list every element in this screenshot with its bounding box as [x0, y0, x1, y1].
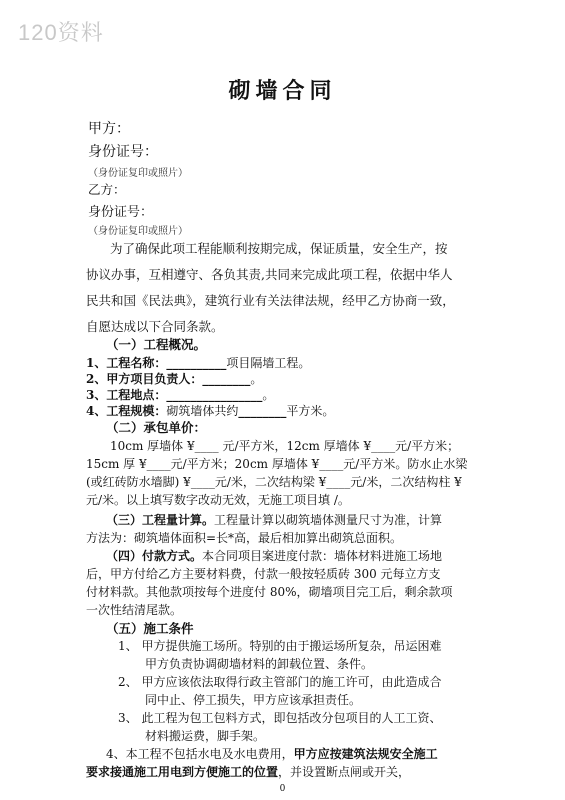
condition-4a — [106, 745, 438, 762]
section-1-item-2 — [86, 370, 262, 387]
section-3-heading: （三）工程量计算。 — [106, 513, 215, 527]
section-4-text-1: 本合同项目案进度付款：墙体材料进施工场地 — [202, 549, 443, 563]
condition-4a-bold: 甲方应按建筑法规安全施工 — [293, 747, 438, 761]
item-3-suffix: 。 — [262, 388, 275, 402]
condition-4b — [86, 763, 410, 780]
section-3-text-1: 工程量计算以砌筑墙体测量尺寸为准，计算 — [214, 513, 443, 527]
condition-4a-text: 4、本工程不包括水电及水电费用， — [106, 747, 294, 761]
item-1-suffix: 项目隔墙工程。 — [226, 356, 311, 370]
price-line-3: (或红砖防水墙脚) ¥____元/米，二次结构梁 ¥____元/米，二次结构柱 ¥ — [86, 475, 462, 489]
id-b-note: （身份证复印或照片） — [88, 226, 188, 237]
item-4-suffix: 平方米。 — [286, 404, 335, 418]
condition-4b-text: ，并设置断点闸或开关， — [278, 765, 411, 779]
id-a-label: 身份证号： — [88, 144, 158, 160]
condition-1b: 甲方负责协调砌墙材料的卸载位置、条件。 — [145, 657, 374, 671]
condition-2b: 同中止、停工损失，甲方应该承担责任。 — [145, 693, 362, 707]
item-4-label: 4、工程规模： — [86, 404, 167, 418]
section-1-item-4 — [86, 402, 334, 419]
section-4-line-4: 一次性结清尾款。 — [86, 603, 183, 617]
item-4-blank: ________ — [238, 404, 287, 418]
section-4-heading: （四）付款方式。 — [106, 549, 203, 563]
condition-2a: 2、 甲方应该依法取得行政主管部门的施工许可，由此造成合 — [118, 675, 442, 689]
id-a-note: （身份证复印或照片） — [88, 168, 188, 179]
price-line-1: 10cm 厚墙体 ¥____ 元/平方米，12cm 厚墙体 ¥____元/平方米； — [110, 439, 460, 453]
item-2-blank: ________ — [202, 372, 251, 386]
section-4-line-1 — [106, 547, 442, 564]
section-4-line-2: 后，甲方付给乙方主要材料费，付款一般按轻质砖 300 元每立方支 — [86, 567, 441, 581]
party-a-label: 甲方： — [88, 121, 130, 137]
section-1-item-3 — [86, 386, 274, 403]
item-3-blank: ________________ — [166, 388, 263, 402]
item-1-blank: __________ — [166, 356, 227, 370]
watermark: 120资料 — [18, 20, 104, 45]
section-2-heading: （二）承包单价： — [106, 420, 207, 435]
intro-line-3: 民共和国《民法典》，建筑行业有关法律法规，经甲乙方协商一致， — [86, 293, 455, 308]
price-line-4: 元/米。以上填写数字改动无效，无施工项目填 /。 — [86, 493, 350, 507]
section-5-heading: （五）施工条件 — [106, 621, 194, 636]
condition-4b-bold: 要求接通施工用电到方便施工的位置 — [86, 765, 279, 779]
item-2-suffix: 。 — [250, 372, 263, 386]
item-4-text: 砌筑墙体共约 — [166, 404, 239, 418]
condition-1a: 1、 甲方提供施工场所。特别的由于搬运场所复杂，吊运困难 — [118, 639, 442, 653]
price-line-2: 15cm 厚 ¥____元/平方米；20cm 厚墙体 ¥____元/平方米。防水止水梁 — [86, 457, 468, 471]
condition-3b: 材料搬运费，脚手架。 — [145, 729, 266, 743]
intro-line-2: 协议办事，互相遵守、各负其责,共同来完成此项工程，依据中华人 — [86, 267, 453, 282]
item-1-label: 1、工程名称： — [86, 356, 167, 370]
section-3-line-2: 方法为：砌筑墙体面积=长*高，最后相加算出砌筑总面积。 — [86, 531, 403, 545]
condition-3a: 3、 此工程为包工包料方式，即包括改分包项目的人工工资、 — [118, 711, 442, 725]
item-3-label: 3、工程地点： — [86, 388, 167, 402]
intro-line-1: 为了确保此项工程能顺利按期完成，保证质量，安全生产，按 — [110, 241, 448, 256]
id-b-label: 身份证号： — [88, 205, 154, 220]
section-1-heading: （一）工程概况。 — [106, 337, 207, 352]
section-1-item-1 — [86, 354, 310, 371]
party-b-label: 乙方： — [88, 182, 126, 197]
intro-line-4: 自愿达成以下合同条款。 — [86, 319, 224, 334]
page-title: 砌墙合同 — [228, 78, 337, 104]
section-4-line-3: 付材料款。其他款项按每个进度付 80%，砌墙项目完工后，剩余款项 — [86, 585, 453, 599]
page-number: 0 — [279, 784, 286, 794]
item-2-label: 2、甲方项目负责人： — [86, 372, 203, 386]
section-3-line-1 — [106, 511, 442, 528]
